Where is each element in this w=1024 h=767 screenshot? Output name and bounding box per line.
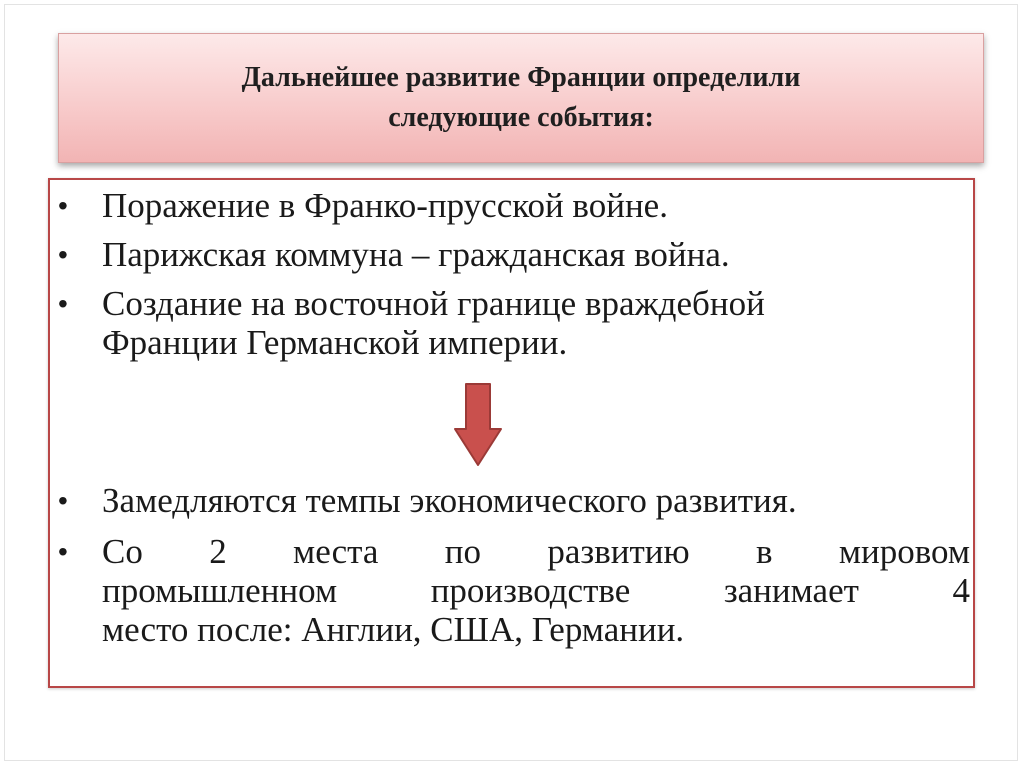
word: занимает: [723, 571, 859, 610]
bullet-text: Парижская коммуна – гражданская война.: [102, 235, 730, 274]
word: мировом: [838, 532, 970, 571]
bullet-dot: •: [58, 239, 68, 270]
down-arrow-icon: [453, 383, 503, 467]
bullet-text: Замедляются темпы экономического развития.: [102, 481, 797, 520]
word: в: [755, 532, 773, 571]
word: 4: [952, 571, 970, 610]
bullet-dot: •: [58, 288, 68, 319]
bullet-text: Поражение в Франко-прусской войне.: [102, 186, 668, 225]
title-box: [58, 33, 984, 163]
word: развитию: [547, 532, 690, 571]
word: 2: [209, 532, 227, 571]
bullet-dot: •: [58, 190, 68, 221]
bullet-text-line-1: Создание на восточной границе враждебной: [102, 284, 765, 323]
bullet-text: [102, 284, 972, 362]
down-arrow-shape: [455, 384, 501, 465]
title-line-1: Дальнейшее развитие Франции определили: [241, 62, 801, 93]
title-line-2: следующие события:: [388, 102, 654, 133]
bullet-text-line-1: [102, 532, 970, 571]
bullet-dot: •: [58, 536, 68, 567]
word: Со: [102, 532, 143, 571]
bullet-text: [102, 532, 972, 649]
content-box: [48, 178, 975, 688]
bullet-text-line-2: [102, 571, 970, 610]
word: промышленном: [102, 571, 338, 610]
bullet-text-line-3: место после: Англии, США, Германии.: [102, 610, 685, 649]
word: места: [293, 532, 379, 571]
word: производстве: [430, 571, 631, 610]
bullet-text-line-2: Франции Германской империи.: [102, 323, 568, 362]
bullet-dot: •: [58, 485, 68, 516]
word: по: [444, 532, 481, 571]
